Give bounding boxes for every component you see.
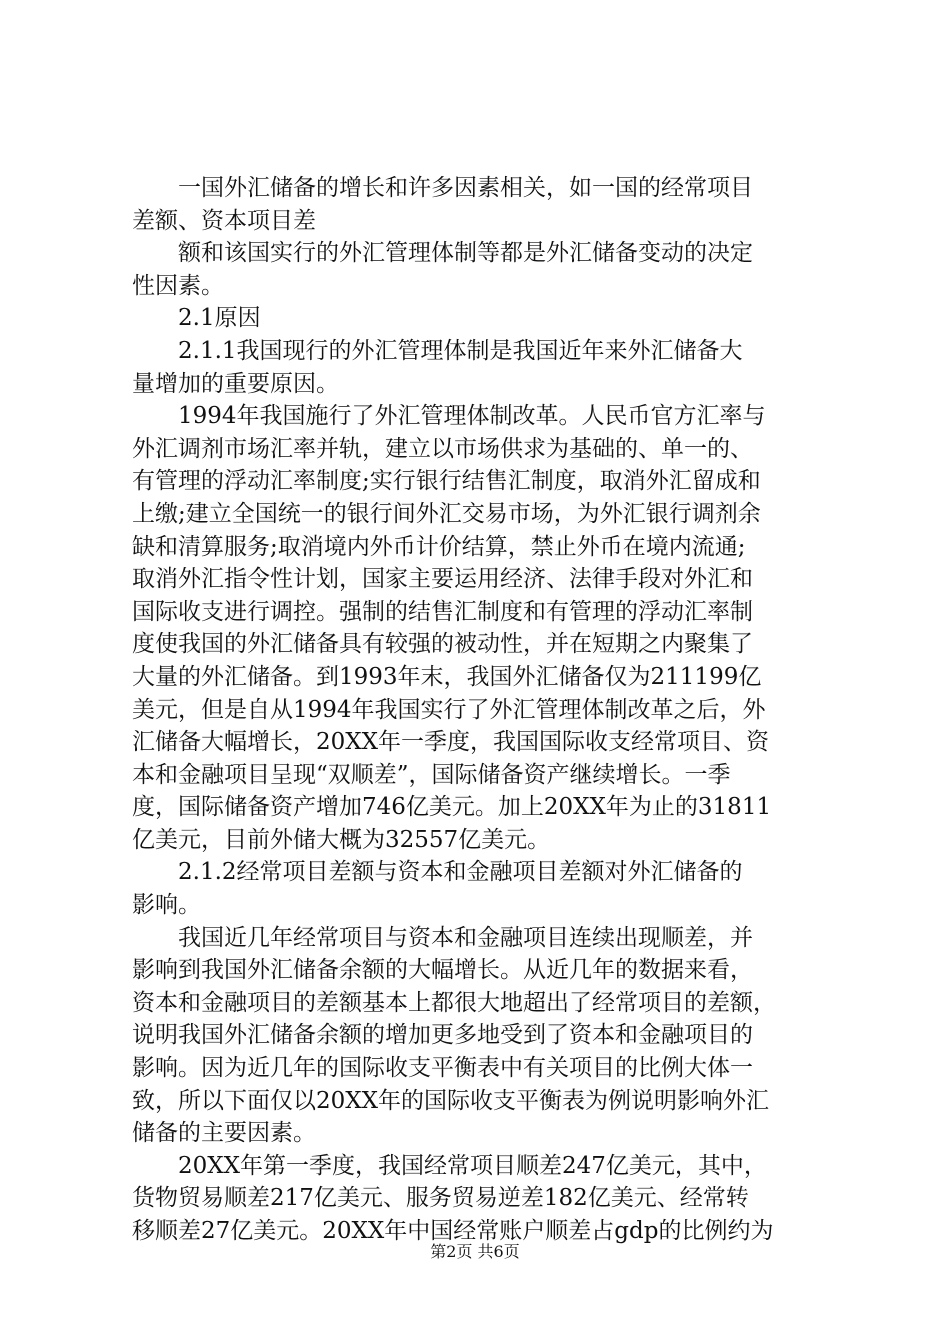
text-line: 亿美元，目前外储大概为32557亿美元。 (132, 826, 551, 853)
text-line: 有管理的浮动汇率制度;实行银行结售汇制度，取消外汇留成和 (132, 468, 761, 495)
text-line: 上缴;建立全国统一的银行间外汇交易市场，为外汇银行调剂余 (132, 500, 761, 527)
text-line: 国际收支进行调控。强制的结售汇制度和有管理的浮动汇率制 (132, 598, 753, 625)
text-line: 差额、资本项目差 (132, 207, 316, 234)
text-line: 2.1.2经常项目差额与资本和金融项目差额对外汇储备的 (132, 859, 743, 886)
text-line: 度使我国的外汇储备具有较强的被动性，并在短期之内聚集了 (132, 631, 753, 658)
text-line: 本和金融项目呈现“双顺差”，国际储备资产继续增长。一季 (132, 761, 731, 788)
text-line: 外汇调剂市场汇率并轨，建立以市场供求为基础的、单一的、 (132, 435, 753, 462)
text-line: 美元，但是自从1994年我国实行了外汇管理体制改革之后，外 (132, 696, 766, 723)
text-line: 资本和金融项目的差额基本上都很大地超出了经常项目的差额， (132, 989, 776, 1016)
text-line: 汇储备大幅增长，20XX年一季度，我国国际收支经常项目、资 (132, 729, 770, 756)
text-line: 移顺差27亿美元。20XX年中国经常账户顺差占gdp的比例约为 (132, 1218, 774, 1244)
text-line: 20XX年第一季度，我国经常项目顺差247亿美元，其中， (132, 1152, 767, 1179)
text-line: 影响。因为近几年的国际收支平衡表中有关项目的比例大体一 (132, 1055, 753, 1082)
text-line: 性因素。 (132, 272, 224, 299)
text-line: 2.1.1我国现行的外汇管理体制是我国近年来外汇储备大 (132, 337, 743, 364)
text-line: 缺和清算服务;取消境内外币计价结算，禁止外币在境内流通; (132, 533, 746, 560)
text-line: 致，所以下面仅以20XX年的国际收支平衡表为例说明影响外汇 (132, 1087, 770, 1114)
text-line: 我国近几年经常项目与资本和金融项目连续出现顺差，并 (132, 924, 753, 951)
text-line: 度，国际储备资产增加746亿美元。加上20XX年为止的31811 (132, 794, 772, 821)
text-line: 说明我国外汇储备余额的增加更多地受到了资本和金融项目的 (132, 1022, 753, 1049)
page-footer: 第2页 共6页 (430, 1242, 520, 1261)
text-line: 影响。 (132, 892, 201, 919)
text-line: 影响到我国外汇储备余额的大幅增长。从近几年的数据来看， (132, 957, 753, 984)
text-line: 货物贸易顺差217亿美元、服务贸易逆差182亿美元、经常转 (132, 1185, 749, 1212)
body-text (132, 172, 832, 1248)
text-line: 储备的主要因素。 (132, 1120, 316, 1147)
text-line: 2.1原因 (132, 305, 261, 332)
text-line: 一国外汇储备的增长和许多因素相关，如一国的经常项目 (132, 175, 753, 201)
text-line: 取消外汇指令性计划，国家主要运用经济、法律手段对外汇和 (132, 566, 753, 593)
text-line: 大量的外汇储备。到1993年末，我国外汇储备仅为211199亿 (132, 663, 762, 690)
text-line: 额和该国实行的外汇管理体制等都是外汇储备变动的决定 (132, 240, 753, 267)
text-line: 1994年我国施行了外汇管理体制改革。人民币官方汇率与 (132, 403, 766, 430)
text-line: 量增加的重要原因。 (132, 370, 339, 397)
